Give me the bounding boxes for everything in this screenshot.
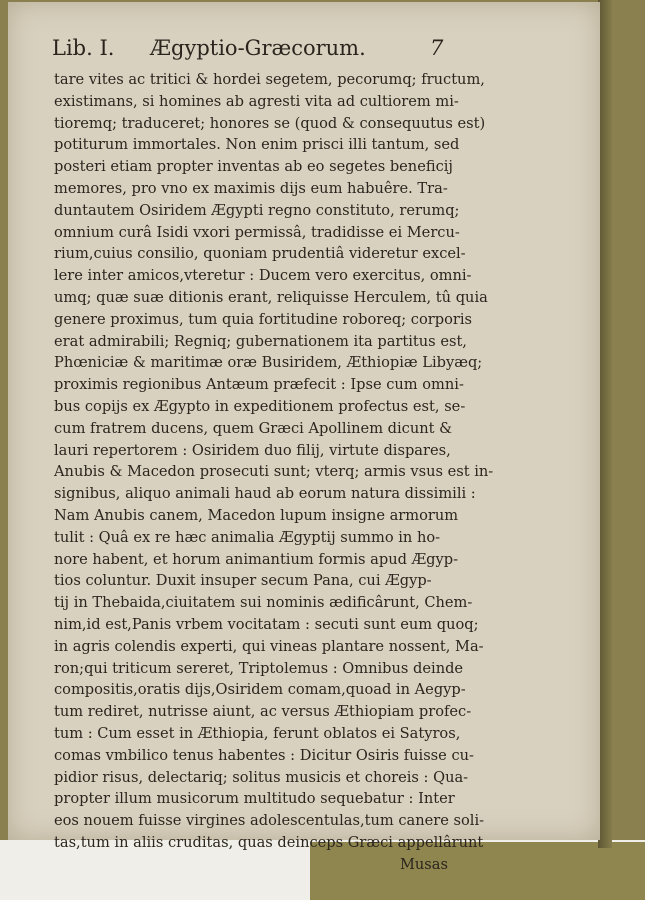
text-line: nim,id est,Panis vrbem vocitatam : secuti sunt eum quoq; (54, 615, 479, 633)
text-line: tij in Thebaida,ciuitatem sui nominis ædificârunt, Chem- (54, 594, 473, 612)
catchword: Musas (399, 855, 448, 873)
book-page (8, 2, 600, 873)
text-line: in agris colendis experti, qui vineas plantare nossent, Ma- (54, 637, 484, 655)
text-line: omnium curâ Isidi vxori permissâ, tradidisse ei Mercu- (54, 223, 460, 241)
text-line: lauri repertorem : Osiridem duo filij, virtute dispares, (54, 441, 451, 459)
text-line: genere proximus, tum quia fortitudine roboreq; corporis (54, 310, 473, 328)
text-line: Phœniciæ & maritimæ oræ Busiridem, Æthiopiæ Libyæq; (54, 354, 483, 372)
page-number: 7 (430, 36, 444, 60)
book-number: Lib. I. (52, 36, 115, 60)
text-line: comas vmbilico tenus habentes : Dicitur Osiris fuisse cu- (54, 746, 474, 764)
running-title: Ægyptio-Græcorum. (150, 36, 366, 60)
text-line: lere inter amicos,vteretur : Ducem vero exercitus, omni- (54, 267, 472, 285)
page-edge-shadow (598, 0, 612, 848)
body-text (54, 69, 494, 875)
text-line: Anubis & Macedon prosecuti sunt; vterq; armis vsus est in- (54, 463, 494, 481)
text-line: compositis,oratis dijs,Osiridem comam,quoad in Aegyp- (54, 681, 466, 699)
text-line: potiturum immortales. Non enim prisci illi tantum, sed (54, 136, 460, 154)
text-line: erat admirabili; Regniq; gubernationem ita partitus est, (54, 332, 467, 350)
text-line: umq; quæ suæ ditionis erant, reliquisse Herculem, tû quia (54, 288, 488, 306)
text-line: ron;qui triticum sereret, Triptolemus : Omnibus deinde (54, 659, 464, 677)
text-line: tare vites ac tritici & hordei segetem, pecorumq; fructum, (54, 71, 485, 88)
text-line: eos nouem fuisse virgines adolescentulas,tum canere soli- (54, 812, 485, 830)
text-line: propter illum musicorum multitudo sequebatur : Inter (54, 790, 455, 808)
running-header (52, 36, 452, 66)
text-line: memores, pro vno ex maximis dijs eum habuêre. Tra- (54, 179, 448, 197)
text-line: tum rediret, nutrisse aiunt, ac versus Æthiopiam profec- (54, 703, 472, 721)
text-line: tios coluntur. Duxit insuper secum Pana, cui Ægyp- (54, 572, 432, 590)
text-line: bus copijs ex Ægypto in expeditionem profectus est, se- (54, 397, 466, 415)
text-line: signibus, aliquo animali haud ab eorum natura dissimili : (54, 485, 476, 503)
text-line: duntautem Osiridem Ægypti regno constituto, rerumq; (54, 201, 460, 219)
text-line: posteri etiam propter inventas ab eo segetes beneficij (54, 158, 453, 176)
text-line: tum : Cum esset in Æthiopia, ferunt oblatos ei Satyros, (54, 724, 461, 742)
text-line: Nam Anubis canem, Macedon lupum insigne armorum (54, 506, 459, 524)
text-line: rium,cuius consilio, quoniam prudentiâ videretur excel- (54, 245, 466, 263)
text-line: proximis regionibus Antæum præfecit : Ipse cum omni- (54, 376, 464, 394)
text-line: nore habent, et horum animantium formis apud Ægyp- (54, 550, 459, 568)
text-line: cum fratrem ducens, quem Græci Apollinem dicunt & (54, 419, 453, 437)
text-line: pidior risus, delectariq; solitus musicis et choreis : Qua- (54, 768, 469, 786)
text-line: tas,tum in aliis cruditas, quas deinceps Græci appellârunt (54, 833, 484, 851)
text-line: tulit : Quâ ex re hæc animalia Ægyptij summo in ho- (54, 528, 441, 546)
text-line: tioremq; traduceret; honores se (quod & consequutus est) (54, 114, 486, 132)
text-line: existimans, si homines ab agresti vita ad cultiorem mi- (54, 92, 459, 110)
